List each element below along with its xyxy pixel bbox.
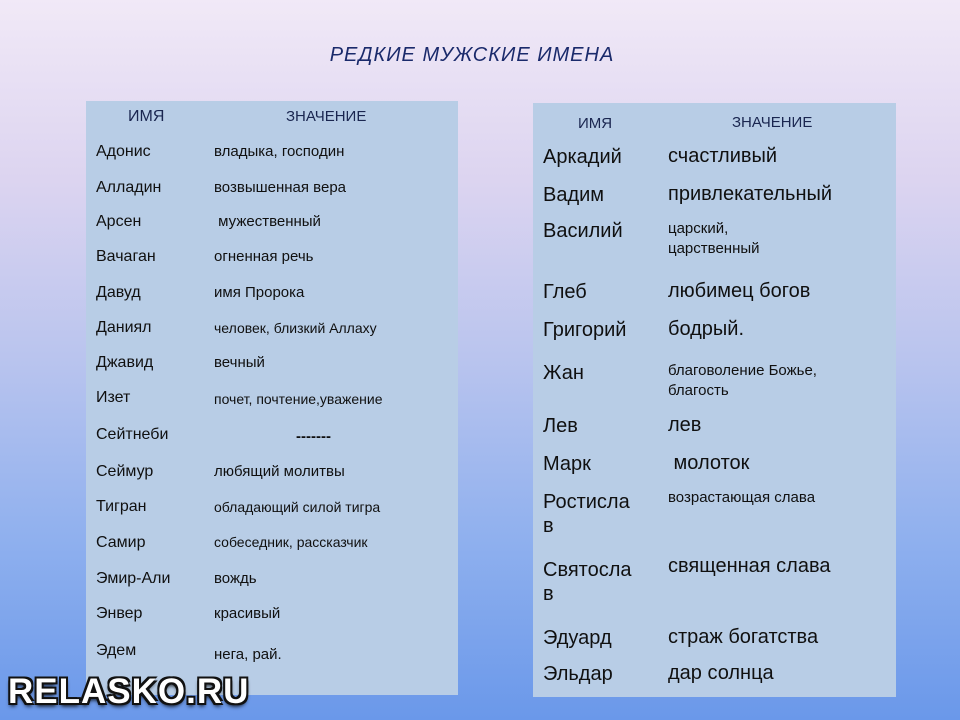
row-name: Самир (96, 534, 146, 551)
row-value: любимец богов (668, 280, 811, 302)
left-header-value: ЗНАЧЕНИЕ (286, 108, 367, 125)
row-name: Даниял (96, 319, 152, 336)
row-name: Григорий (543, 319, 627, 341)
row-name: Вачаган (96, 248, 156, 265)
row-name: Аркадий (543, 146, 622, 168)
row-name: Лев (543, 415, 578, 437)
row-name: Эдуард (543, 627, 612, 649)
row-value: собеседник, рассказчик (214, 534, 368, 550)
left-header-name: ИМЯ (128, 108, 165, 125)
row-name: Арсен (96, 213, 142, 230)
row-name: Василий (543, 220, 623, 242)
right-names-table (533, 103, 896, 697)
row-value: счастливый (668, 145, 778, 167)
row-name: Святосла в (543, 559, 632, 605)
row-value: любящий молитвы (214, 463, 345, 480)
right-header-value: ЗНАЧЕНИЕ (732, 114, 813, 131)
row-value: возрастающая слава (668, 489, 816, 506)
row-name: Глеб (543, 281, 587, 303)
row-value: почет, почтение,уважение (214, 391, 383, 407)
row-name: Ростисла в (543, 491, 630, 537)
row-name: Сеймур (96, 463, 154, 480)
row-name: Эльдар (543, 663, 613, 685)
row-name: Сейтнеби (96, 426, 169, 443)
page-title: РЕДКИЕ МУЖСКИЕ ИМЕНА (329, 44, 615, 66)
row-value: вечный (214, 354, 265, 371)
row-value: огненная речь (214, 248, 314, 265)
row-value: привлекательный (668, 183, 833, 205)
row-name: Джавид (96, 354, 154, 371)
row-value: дар солнца (668, 662, 774, 684)
row-name: Эдем (96, 642, 137, 659)
row-value: владыка, господин (214, 143, 345, 160)
row-value: мужественный (214, 213, 321, 230)
row-value: молоток (668, 452, 750, 474)
row-name: Эмир-Али (96, 570, 171, 587)
row-value: священная слава (668, 555, 831, 577)
relasko-watermark: RELASKO.RU (8, 672, 250, 711)
row-name: Адонис (96, 143, 151, 160)
left-names-table (86, 101, 458, 695)
row-name: Изет (96, 389, 131, 406)
row-value: страж богатства (668, 626, 819, 648)
row-value: благоволение Божье, благость (668, 362, 817, 399)
row-name: Тигран (96, 498, 147, 515)
row-value: человек, близкий Аллаху (214, 320, 377, 336)
row-value: обладающий силой тигра (214, 499, 381, 515)
row-value: вождь (214, 570, 257, 587)
row-value: имя Пророка (214, 284, 305, 301)
row-name: Алладин (96, 179, 162, 196)
row-name: Давуд (96, 284, 141, 301)
row-value: бодрый. (668, 318, 745, 340)
row-name: Жан (543, 362, 584, 384)
row-name: Энвер (96, 605, 143, 622)
row-value: нега, рай. (214, 646, 282, 663)
row-value: лев (668, 414, 702, 436)
row-name: Марк (543, 453, 591, 475)
row-value: возвышенная вера (214, 179, 347, 196)
row-value: царский, царственный (668, 220, 760, 257)
row-value: ------- (296, 428, 331, 445)
row-name: Вадим (543, 184, 605, 206)
right-header-name: ИМЯ (578, 115, 613, 132)
row-value: красивый (214, 605, 281, 622)
